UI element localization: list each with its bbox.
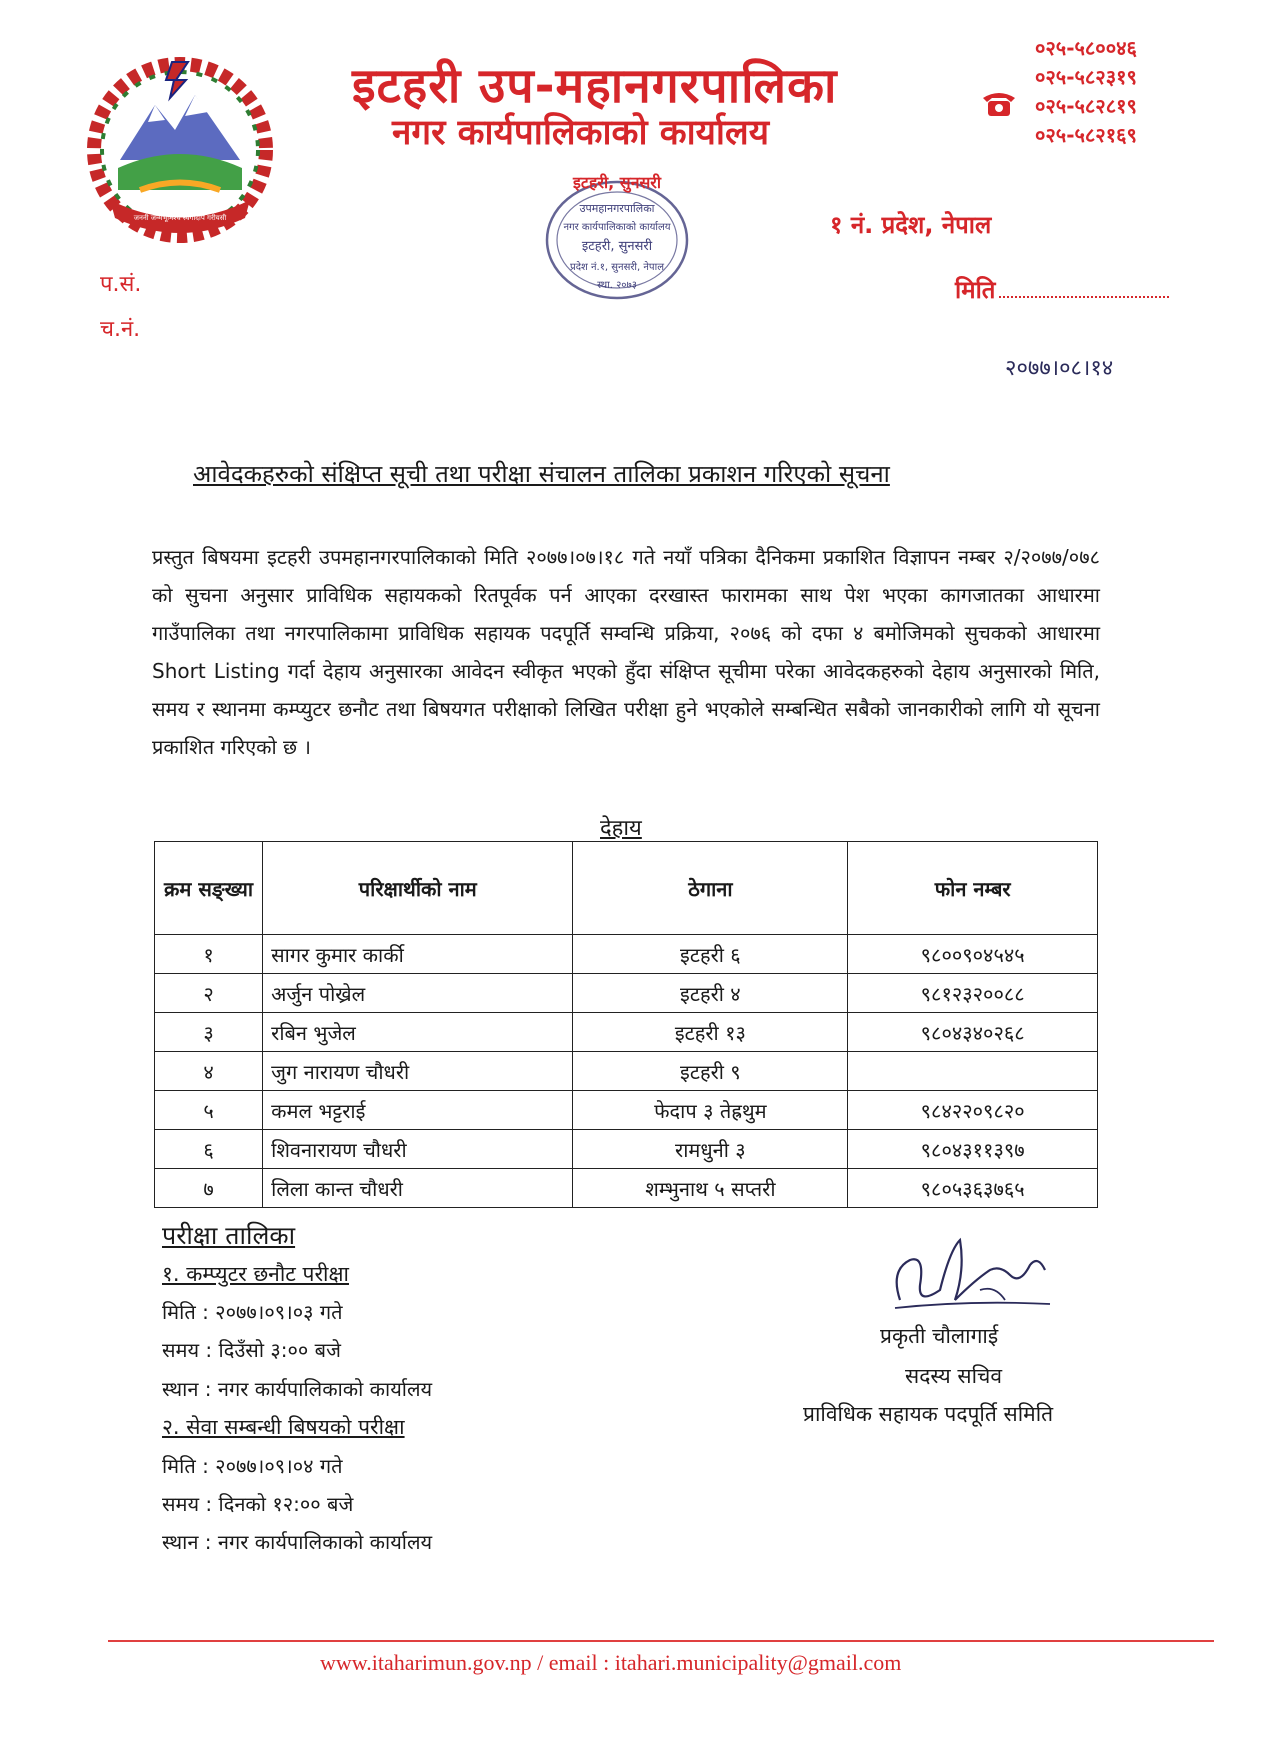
exam2-date: मिति : २०७७।०९।०४ गते (162, 1454, 343, 1478)
exam1-title: १. कम्प्युटर छनौट परीक्षा (162, 1262, 349, 1286)
date-field (955, 273, 1169, 306)
stamp-text: प्रदेश नं.१, सुनसरी, नेपाल (570, 262, 664, 273)
signatory-name: प्रकृती चौलागाई (880, 1324, 999, 1348)
exam1-place: स्थान : नगर कार्यपालिकाको कार्यालय (162, 1377, 433, 1401)
stamp-text: उपमहानगरपालिका (579, 202, 655, 215)
phone-number: ०२५-५८२३१९ (1035, 65, 1137, 89)
column-header-address: ठेगाना (573, 842, 848, 935)
exam-schedule-title: परीक्षा तालिका (162, 1221, 296, 1250)
telephone-icon (980, 88, 1018, 118)
column-header-phone: फोन नम्बर (848, 842, 1098, 935)
nepal-emblem-logo (70, 50, 290, 250)
cell-address: रामधुनी ३ (573, 1130, 848, 1169)
phone-number-list (1035, 34, 1137, 150)
cell-name: शिवनारायण चौधरी (263, 1130, 573, 1169)
handwritten-date: २०७७।०८।१४ (1005, 356, 1114, 381)
cell-address: इटहरी ६ (573, 935, 848, 974)
footer-contact: www.itaharimun.gov.np / email : itahari.municipality@gmail.com (320, 1650, 902, 1675)
cell-name: कमल भट्टराई (263, 1091, 573, 1130)
cell-phone: ९८१२३२००८८ (848, 974, 1098, 1013)
cell-name: जुग नारायण चौधरी (263, 1052, 573, 1091)
column-header-name: परिक्षार्थीको नाम (263, 842, 573, 935)
exam1-time: समय : दिउँसो ३:०० बजे (162, 1338, 341, 1362)
exam2-title: २. सेवा सम्बन्धी बिषयको परीक्षा (162, 1415, 405, 1439)
cell-serial: २ (155, 974, 263, 1013)
cell-address: इटहरी ४ (573, 974, 848, 1013)
cell-serial: ६ (155, 1130, 263, 1169)
table-row (155, 935, 1098, 974)
table-row (155, 1130, 1098, 1169)
table-caption: देहाय (600, 816, 642, 841)
candidate-table (154, 841, 1098, 1208)
emblem-banner-text: जननी जन्मभूमिश्च स्वर्गादपि गरीयसी (133, 214, 227, 222)
notice-body: प्रस्तुत बिषयमा इटहरी उपमहानगरपालिकाको मिति २०७७।०७।१८ गते नयाँ पत्रिका दैनिकमा प्रकाशित विज्ञापन नम्बर २/२०७७/०७८ को सुचना अनुसार प्राविधिक सहायकको रितपूर्वक पर्न आएका दरखास्त फारामका साथ पेश भएका कागजातका आधारमा गाउँपालिका तथा नगरपालिकामा प्राविधिक सहायक पदपूर्ति सम्वन्धि प्रक्रिया, २०७६ को दफा ४ बमोजिमको सुचकको आधारमा Short Listing गर्दा देहाय अनुसारका आवेदन स्वीकृत भएको हुँदा संक्षिप्त सूचीमा परेका आवेदकहरुको देहाय अनुसारको मिति, समय र स्थानमा कम्प्युटर छनौट तथा बिषयगत परीक्षाको लिखित परीक्षा हुने भएकोले सम्बन्धित सबैको जानकारीको लागि यो सूचना प्रकाशित गरिएको छ । (152, 545, 1100, 759)
cell-serial: ४ (155, 1052, 263, 1091)
date-blank-line (999, 286, 1169, 298)
cell-name: अर्जुन पोख्रेल (263, 974, 573, 1013)
table-header-row (155, 842, 1098, 935)
reference-number-label: प.सं. (100, 272, 142, 297)
cell-serial: ५ (155, 1091, 263, 1130)
cell-address: फेदाप ३ तेह्रथुम (573, 1091, 848, 1130)
exam1-date: मिति : २०७७।०९।०३ गते (162, 1300, 343, 1324)
cell-phone: ९८००९०४५४५ (848, 935, 1098, 974)
cell-phone: ९८०४३११३९७ (848, 1130, 1098, 1169)
municipality-title: इटहरी उप-महानगरपालिका (352, 58, 838, 114)
cell-phone: ९८४२२०९८२० (848, 1091, 1098, 1130)
table-row (155, 1052, 1098, 1091)
cell-phone: ९८०५३६३७६५ (848, 1169, 1098, 1208)
stamp-text: इटहरी, सुनसरी (581, 239, 653, 254)
phone-number: ०२५-५८००४६ (1035, 36, 1137, 60)
notice-heading: आवेदकहरुको संक्षिप्त सूची तथा परीक्षा संचालन तालिका प्रकाशन गरिएको सूचना (193, 460, 890, 488)
province-label: १ नं. प्रदेश, नेपाल (830, 211, 992, 239)
table-row (155, 1013, 1098, 1052)
signatory-committee: प्राविधिक सहायक पदपूर्ति समिति (803, 1402, 1054, 1426)
exam2-place: स्थान : नगर कार्यपालिकाको कार्यालय (162, 1530, 433, 1554)
date-label: मिति (955, 276, 996, 304)
stamp-text: नगर कार्यपालिकाको कार्यालय (563, 222, 671, 233)
stamp-text: इटहरी, सुनसरी (573, 173, 661, 192)
stamp-text: स्था. २०७३ (597, 280, 637, 291)
cell-address: इटहरी १३ (573, 1013, 848, 1052)
cell-serial: ७ (155, 1169, 263, 1208)
table-row (155, 974, 1098, 1013)
footer-divider (108, 1640, 1214, 1642)
cell-serial: १ (155, 935, 263, 974)
office-subtitle: नगर कार्यपालिकाको कार्यालय (392, 113, 770, 153)
cell-phone: ९८०४३४०२६८ (848, 1013, 1098, 1052)
handwritten-signature (880, 1230, 1060, 1320)
table-row (155, 1169, 1098, 1208)
cell-address: इटहरी ९ (573, 1052, 848, 1091)
dispatch-number-label: च.नं. (100, 317, 141, 342)
phone-number: ०२५-५८२८१९ (1035, 94, 1137, 118)
table-row (155, 1091, 1098, 1130)
exam2-time: समय : दिनको १२:०० बजे (162, 1492, 354, 1516)
cell-name: लिला कान्त चौधरी (263, 1169, 573, 1208)
cell-name: सागर कुमार कार्की (263, 935, 573, 974)
signatory-title: सदस्य सचिव (905, 1364, 1003, 1388)
cell-phone (848, 1052, 1098, 1091)
column-header-serial: क्रम सङ्ख्या (155, 842, 263, 935)
cell-name: रबिन भुजेल (263, 1013, 573, 1052)
office-stamp (505, 160, 730, 320)
phone-number: ०२५-५८२१६९ (1035, 123, 1137, 147)
cell-serial: ३ (155, 1013, 263, 1052)
cell-address: शम्भुनाथ ५ सप्तरी (573, 1169, 848, 1208)
